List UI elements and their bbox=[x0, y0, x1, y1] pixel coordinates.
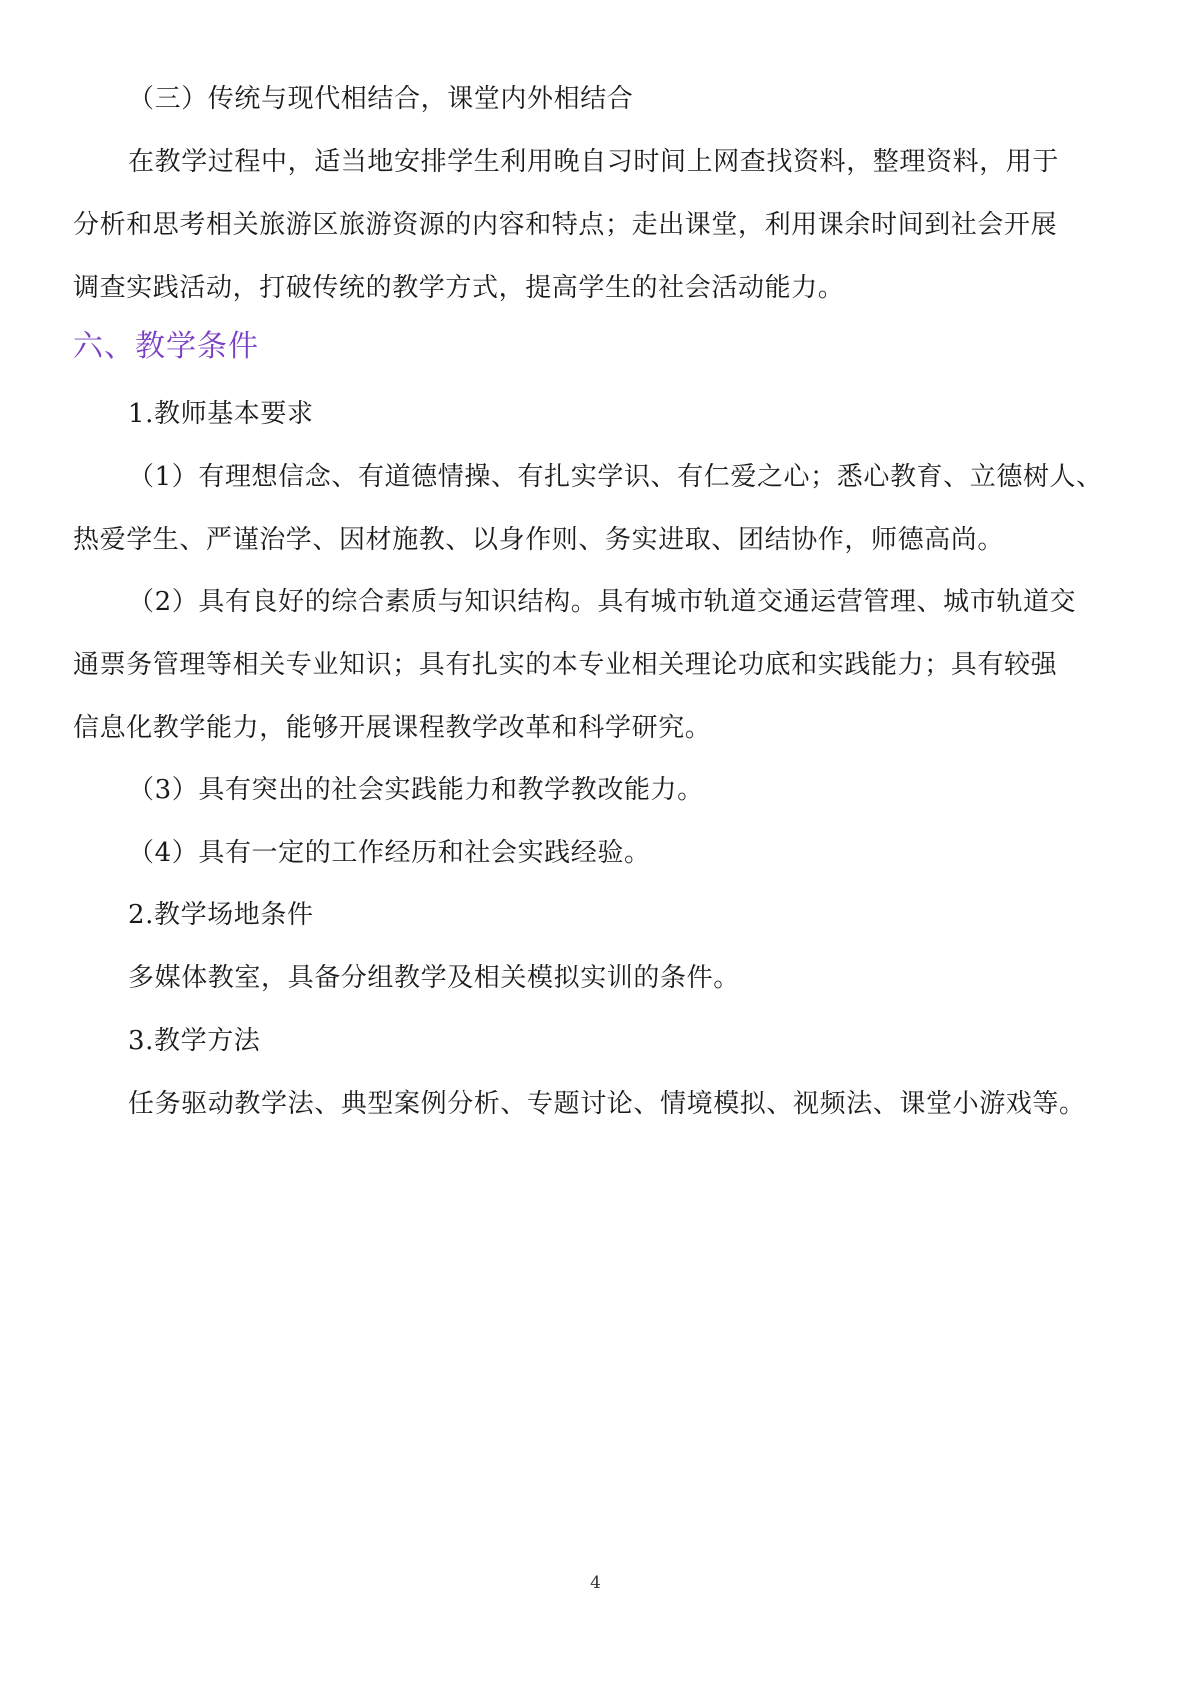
section-3-paragraph-line: 在教学过程中，适当地安排学生利用晚自习时间上网查找资料，整理资料，用于 bbox=[128, 147, 1060, 177]
section-3-paragraph-line: 分析和思考相关旅游区旅游资源的内容和特点；走出课堂，利用课余时间到社会开展 bbox=[73, 210, 1058, 240]
teacher-item-1-line: （1）有理想信念、有道德情操、有扎实学识、有仁爱之心；悉心教育、立德树人、 bbox=[128, 462, 1103, 492]
page-number: 4 bbox=[590, 1573, 601, 1593]
venue-title: 2.教学场地条件 bbox=[128, 900, 314, 930]
teacher-item-1-line: 热爱学生、严谨治学、因材施教、以身作则、务实进取、团结协作，师德高尚。 bbox=[73, 525, 1005, 555]
teacher-item-3: （3）具有突出的社会实践能力和教学教改能力。 bbox=[128, 775, 704, 805]
teacher-item-2-line: （2）具有良好的综合素质与知识结构。具有城市轨道交通运营管理、城市轨道交 bbox=[128, 587, 1077, 617]
teacher-requirements-title: 1.教师基本要求 bbox=[128, 399, 314, 429]
section-3-title: （三）传统与现代相结合，课堂内外相结合 bbox=[128, 84, 634, 114]
teacher-item-2-line: 通票务管理等相关专业知识；具有扎实的本专业相关理论功底和实践能力；具有较强 bbox=[73, 650, 1058, 680]
chapter-heading: 六、教学条件 bbox=[73, 329, 259, 364]
venue-text: 多媒体教室，具备分组教学及相关模拟实训的条件。 bbox=[128, 963, 740, 993]
methods-title: 3.教学方法 bbox=[128, 1026, 261, 1056]
teacher-item-2-line: 信息化教学能力，能够开展课程教学改革和科学研究。 bbox=[73, 713, 712, 743]
teacher-item-4: （4）具有一定的工作经历和社会实践经验。 bbox=[128, 838, 651, 868]
methods-text: 任务驱动教学法、典型案例分析、专题讨论、情境模拟、视频法、课堂小游戏等。 bbox=[128, 1089, 1086, 1119]
section-3-paragraph-line: 调查实践活动，打破传统的教学方式，提高学生的社会活动能力。 bbox=[73, 273, 845, 303]
